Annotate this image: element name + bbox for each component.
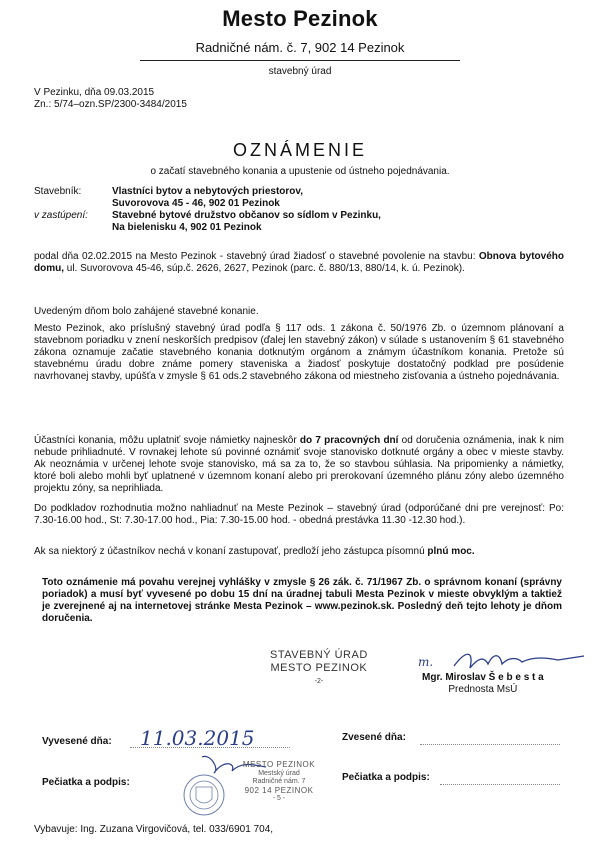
posted-label: Vyvesené dňa: bbox=[42, 736, 112, 747]
municipal-stamp-text: MESTO PEZINOK Mestský úrad Radničné nám. 7 902 14 PEZINOK - 5 - bbox=[242, 760, 316, 802]
document-reference: Zn.: 5/74–ozn.SP/2300-3484/2015 bbox=[34, 99, 187, 110]
posted-date: 11.03.2015 bbox=[140, 726, 255, 750]
city-address: Radničné nám. č. 7, 902 14 Pezinok bbox=[195, 40, 405, 55]
paragraph-legal-basis: Mesto Pezinok, ako príslušný stavebný úrad podľa § 117 ods. 1 zákona č. 50/1976 Zb. o územnom plánovaní a stavebnom poriadku v znení neskorších predpisov (ďalej len stavebný zákon) v súlade s ustanovením § 61 stavebného zákona oznamuje začatie stavebného konania dotknutým orgánom a známym účastníkom konania. Pretože sú stavebnému úradu dobre známe pomery staveniska a žiadosť poskytuje dostatočný podklad pre posúdenie navrhovanej stavby, upúšťa v zmysle § 61 ods.2 stavebného zákona od miestneho zisťovania a ústneho pojednávania. bbox=[34, 323, 564, 382]
representative-row bbox=[34, 210, 574, 222]
project-name: Obnova bytového domu, bbox=[34, 251, 565, 274]
signatory-name: Mgr. Miroslav Š e b e s t a bbox=[422, 672, 544, 683]
signatory-block bbox=[422, 672, 544, 696]
power-of-attorney: plnú moc. bbox=[427, 546, 475, 557]
stamp-office-line: STAVEBNÝ ÚRAD bbox=[270, 649, 368, 661]
document-subtitle: o začatí stavebného konania a upustenie od ústneho pojednávania. bbox=[150, 166, 450, 177]
signature-initials: m. bbox=[418, 655, 434, 669]
stamp-city-line: MESTO PEZINOK bbox=[270, 662, 368, 674]
builder-address-row bbox=[34, 198, 574, 210]
paragraph-objections: Účastníci konania, môžu uplatniť svoje námietky najneskôr do 7 pracovných dní od doručenia oznámenia, inak k nim nebude prihliadnuté. V rovnakej lehote sú povinné oznámiť svoje stanovisko dotknuté orgány a obec v mieste stavby. Ak neoznámia v určenej lehote svoje stanovisko, má sa za to, že so stavbou súhlasia. Na pripomienky a námietky, ktoré boli alebo mohli byť uplatnené v územnom konaní alebo pri prerokovaní územného plánu zóny alebo územného projektu zóny, sa neprihliada. bbox=[34, 435, 564, 494]
paragraph-representation: Ak sa niektorý z účastníkov nechá v konaní zastupovať, predloží jeho zástupca písomnú plnú moc. bbox=[34, 546, 475, 557]
removed-label: Zvesené dňa: bbox=[342, 732, 406, 743]
representative-label: v zastúpení: bbox=[34, 210, 88, 221]
contact-footer: Vybavuje: Ing. Zuzana Virgovičová, tel. 033/6901 704, bbox=[34, 824, 274, 835]
paragraph-office-hours: Do podkladov rozhodnutia možno nahliadnuť na Meste Pezinok – stavebný úrad (odporúčané dni pre verejnosť: Po: 7.30-16.00 hod., St: 7.30-17.00 hod., Pia: 7.30-15.00 hod. - obedná prestávka 11.30 -12.30 hod.). bbox=[34, 503, 564, 526]
office-name: stavebný úrad bbox=[268, 66, 332, 77]
representative-name: Stavebné bytové družstvo občanov so sídlom v Pezinku, bbox=[112, 210, 381, 221]
builder-row bbox=[34, 186, 574, 198]
header-divider bbox=[140, 60, 460, 61]
representative-address-row bbox=[34, 222, 574, 234]
paragraph-application: podal dňa 02.02.2015 na Mesto Pezinok - stavebný úrad žiadosť o stavebné povolenie na stavbu: Obnova bytového domu, ul. Suvorovova 45-46, súp.č. 2626, 2627, Pezinok (parc. č. 880/13, 880/14, k. ú. Pezinok). bbox=[34, 251, 565, 274]
stamp-signature-label-left: Pečiatka a podpis: bbox=[42, 777, 130, 788]
builder-address: Suvorovova 45 - 46, 902 01 Pezinok bbox=[112, 198, 280, 209]
representative-address: Na bielenisku 4, 902 01 Pezinok bbox=[112, 222, 262, 233]
document-date: V Pezinku, dňa 09.03.2015 bbox=[34, 87, 155, 98]
signatory-role: Prednosta MsÚ bbox=[448, 684, 518, 695]
removed-date-line[interactable] bbox=[420, 744, 560, 745]
paragraph-started: Uvedeným dňom bolo zahájené stavebné konanie. bbox=[34, 306, 259, 317]
stamp-signature-line-right[interactable] bbox=[440, 784, 560, 785]
office-stamp bbox=[270, 649, 368, 688]
municipal-stamp bbox=[180, 755, 340, 833]
public-notice: Toto oznámenie má povahu verejnej vyhlášky v zmysle § 26 zák. č. 71/1967 Zb. o správnom konaní (správny poriadok) a musí byť vyvesené po dobu 15 dní na úradnej tabuli Mesta Pezinok v mieste obvyklým a taktiež je zverejnené aj na internetovej stránke Mesta Pezinok – www.pezinok.sk. Posledný deň tejto lehoty je dňom doručenia. bbox=[42, 577, 562, 624]
stamp-signature-label-right: Pečiatka a podpis: bbox=[342, 772, 430, 783]
posted-date-line bbox=[130, 747, 290, 748]
builder-label: Stavebník: bbox=[34, 186, 82, 197]
objection-deadline: do 7 pracovných dní bbox=[299, 435, 399, 446]
handwritten-signature bbox=[448, 646, 588, 674]
parties-block bbox=[34, 186, 574, 234]
document-title: OZNÁMENIE bbox=[232, 140, 367, 160]
stamp-number: -2- bbox=[314, 678, 324, 685]
city-name: Mesto Pezinok bbox=[222, 6, 378, 31]
builder-name: Vlastníci bytov a nebytových priestorov, bbox=[112, 186, 303, 197]
